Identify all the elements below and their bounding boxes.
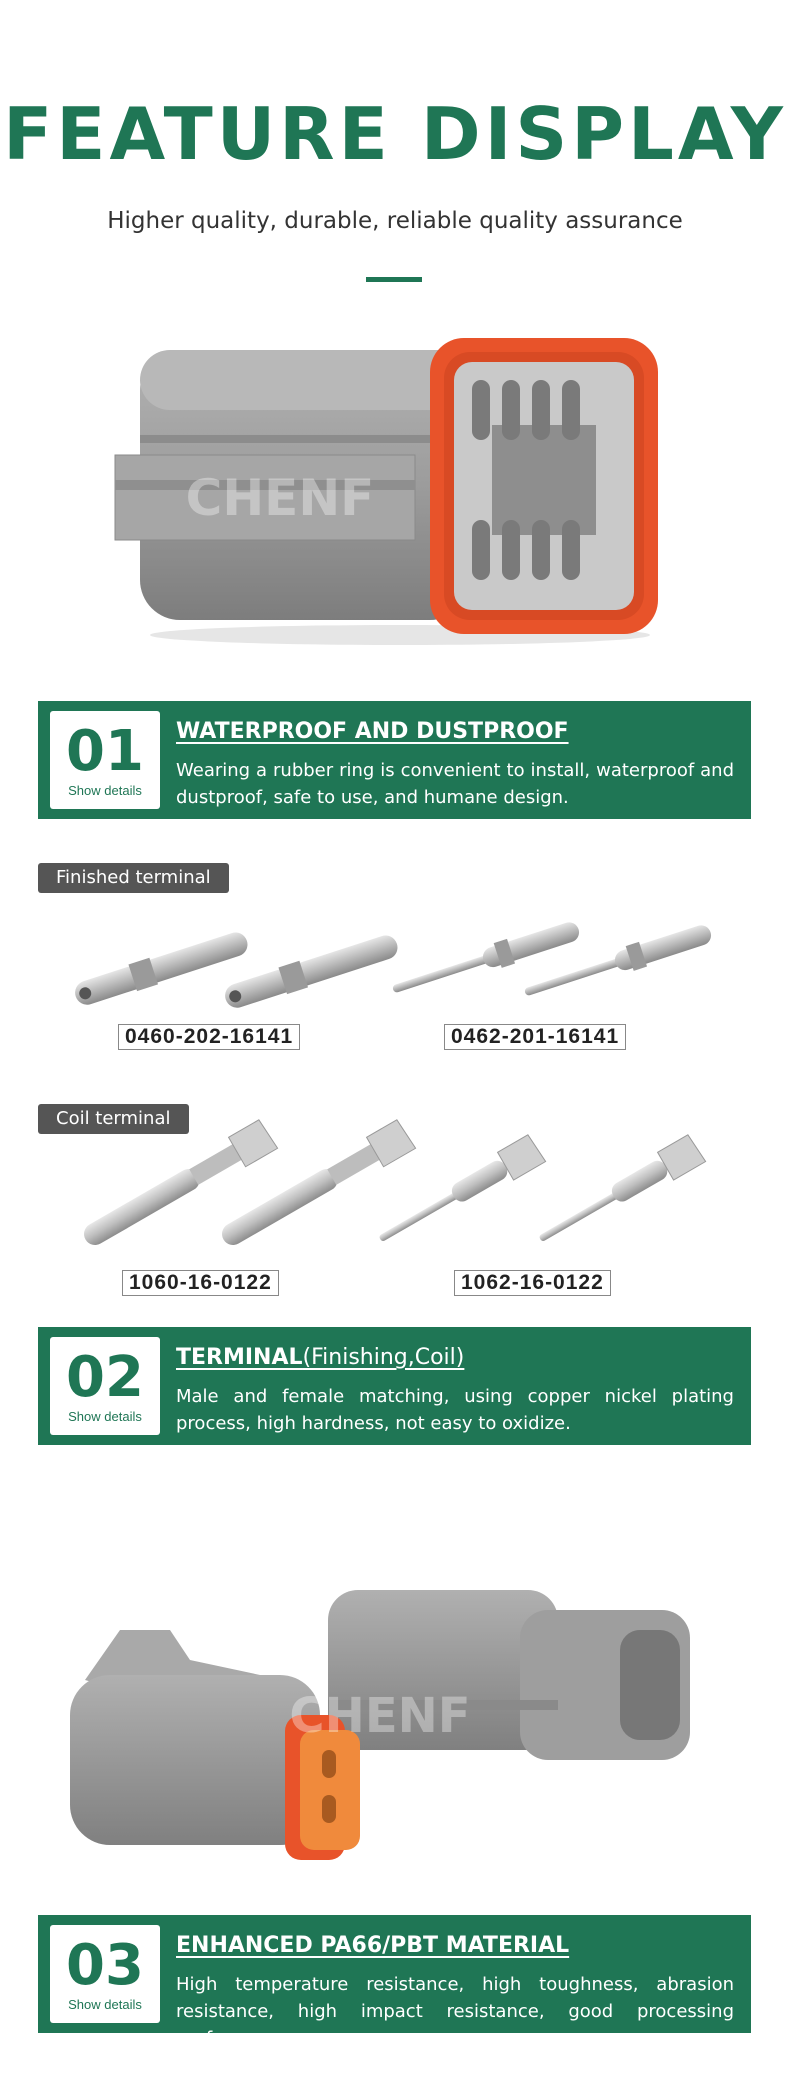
watermark-text: CHENF <box>185 469 375 527</box>
part-number: 0462-201-16141 <box>444 1024 626 1050</box>
feature-description: Wearing a rubber ring is convenient to install, waterproof and dustproof, safe to use, and humane design. <box>176 760 734 808</box>
part-number: 1060-16-0122 <box>122 1270 279 1296</box>
title-divider <box>366 277 422 282</box>
feature-number: 02 <box>66 1345 144 1410</box>
finished-terminals-image <box>60 880 730 1010</box>
coil-terminal-label: Coil terminal <box>38 1104 189 1134</box>
feature-title-bold: TERMINAL <box>176 1345 303 1370</box>
feature-banner-03 <box>38 1915 751 2049</box>
feature-number: 03 <box>66 1933 144 1998</box>
part-number: 1062-16-0122 <box>454 1270 611 1296</box>
show-details-link[interactable]: Show details <box>68 1409 142 1424</box>
feature-description: Male and female matching, using copper nickel plating process, high hardness, not easy to oxidize. <box>176 1386 734 1434</box>
feature-title: ENHANCED PA66/PBT MATERIAL <box>176 1933 570 1958</box>
feature-title: WATERPROOF AND DUSTPROOF <box>176 719 569 744</box>
feature-number: 01 <box>66 719 144 784</box>
coil-terminals-image <box>70 1100 720 1250</box>
feature-banner-02 <box>38 1327 751 1445</box>
feature-number-box[interactable] <box>50 1337 160 1435</box>
show-details-link[interactable]: Show details <box>68 783 142 798</box>
page-title: FEATURE DISPLAY <box>3 92 787 176</box>
feature-banner-01 <box>38 701 751 819</box>
connector-pair-image <box>60 1570 720 1880</box>
feature-title-light: (Finishing,Coil) <box>302 1345 465 1370</box>
watermark-text: CHENF <box>289 1688 471 1744</box>
feature-title <box>176 1345 464 1370</box>
finished-terminal-label: Finished terminal <box>38 863 229 893</box>
connector-8pin-image <box>110 330 670 650</box>
part-number: 0460-202-16141 <box>118 1024 300 1050</box>
feature-number-box[interactable] <box>50 1925 160 2023</box>
feature-number-box[interactable] <box>50 711 160 809</box>
page-subtitle: Higher quality, durable, reliable quality assurance <box>107 208 683 234</box>
show-details-link[interactable]: Show details <box>68 1997 142 2012</box>
feature-description: High temperature resistance, high toughness, abrasion resistance, high impact resistance, good processing performance. <box>176 1974 734 2049</box>
